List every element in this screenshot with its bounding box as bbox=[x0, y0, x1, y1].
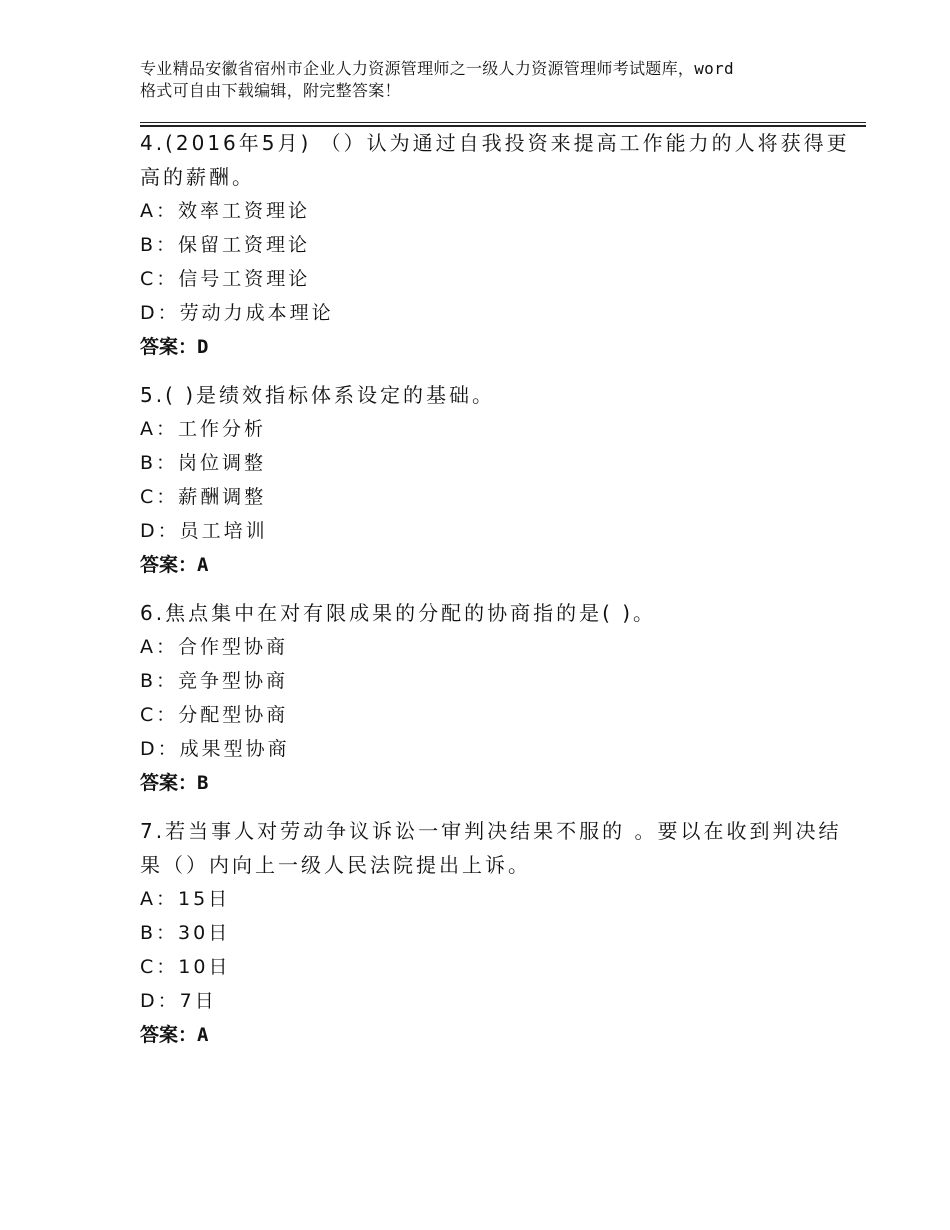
option-d: D：员工培训 bbox=[140, 520, 268, 542]
answer-line bbox=[140, 766, 840, 800]
question-text: 高的薪酬。 bbox=[140, 165, 255, 189]
question-text: 4.(2016年5月) （）认为通过自我投资来提高工作能力的人将获得更 bbox=[140, 131, 850, 155]
answer-value: D bbox=[197, 336, 209, 358]
option-c: C：薪酬调整 bbox=[140, 486, 267, 508]
question-item bbox=[140, 814, 840, 1052]
answer-line bbox=[140, 548, 840, 582]
question-list bbox=[140, 126, 850, 1066]
answer-label: 答案： bbox=[140, 336, 198, 358]
answer-value: B bbox=[197, 772, 209, 794]
answer-label: 答案： bbox=[140, 554, 198, 576]
option-d: D：劳动力成本理论 bbox=[140, 302, 334, 324]
question-text: 5.( )是绩效指标体系设定的基础。 bbox=[140, 383, 496, 407]
answer-line bbox=[140, 330, 840, 364]
header-line-1: 专业精品安徽省宿州市企业人力资源管理师之一级人力资源管理师考试题库，word bbox=[140, 59, 734, 78]
question-text: 6.焦点集中在对有限成果的分配的协商指的是( )。 bbox=[140, 601, 657, 625]
answer-value: A bbox=[197, 1024, 209, 1046]
option-a: A：效率工资理论 bbox=[140, 200, 310, 222]
answer-label: 答案： bbox=[140, 1024, 198, 1046]
header-divider-thin bbox=[140, 122, 866, 123]
option-a: A：15日 bbox=[140, 888, 231, 910]
option-d: D：7日 bbox=[140, 990, 217, 1012]
question-item bbox=[140, 126, 850, 364]
option-b: B：岗位调整 bbox=[140, 452, 267, 474]
answer-label: 答案： bbox=[140, 772, 198, 794]
question-item bbox=[140, 596, 840, 800]
question-text: 果（）内向上一级人民法院提出上诉。 bbox=[140, 853, 531, 877]
option-a: A：合作型协商 bbox=[140, 636, 288, 658]
answer-value: A bbox=[197, 554, 209, 576]
option-c: C：分配型协商 bbox=[140, 704, 289, 726]
option-d: D：成果型协商 bbox=[140, 738, 290, 760]
question-item bbox=[140, 378, 840, 582]
option-a: A：工作分析 bbox=[140, 418, 266, 440]
answer-line bbox=[140, 1018, 840, 1052]
option-c: C：信号工资理论 bbox=[140, 268, 311, 290]
option-b: B：竞争型协商 bbox=[140, 670, 289, 692]
option-c: C：10日 bbox=[140, 956, 231, 978]
question-text: 7.若当事人对劳动争议诉讼一审判决结果不服的 。要以在收到判决结 bbox=[140, 819, 842, 843]
document-header bbox=[140, 58, 840, 102]
option-b: B：30日 bbox=[140, 922, 231, 944]
header-line-2: 格式可自由下载编辑，附完整答案！ bbox=[140, 81, 401, 100]
option-b: B：保留工资理论 bbox=[140, 234, 311, 256]
